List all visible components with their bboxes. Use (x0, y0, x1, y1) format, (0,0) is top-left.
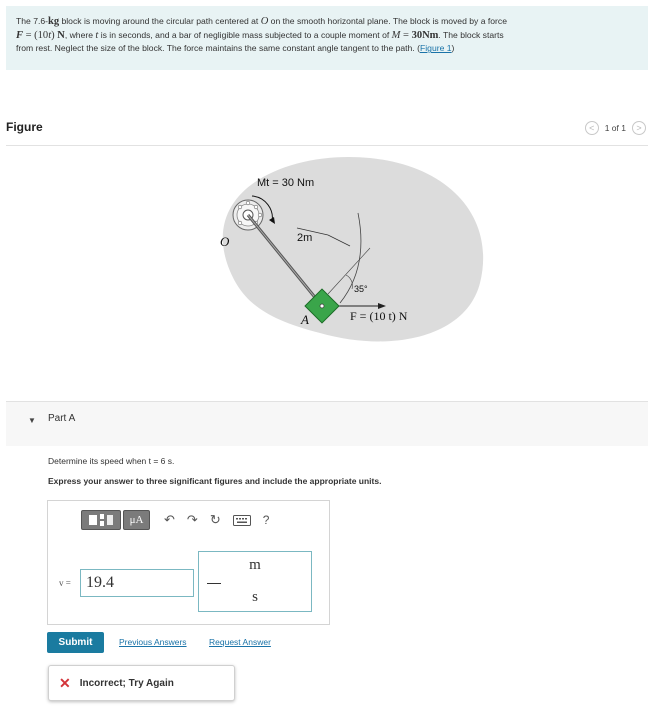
figure-link[interactable]: Figure 1 (420, 43, 452, 54)
redo-icon[interactable]: ↷ (186, 512, 198, 527)
prev-figure-button[interactable] (585, 121, 599, 135)
block-pin (320, 304, 324, 308)
help-icon[interactable]: ? (262, 513, 270, 527)
fraction-template-icon (86, 513, 116, 527)
angle-label: 35° (354, 284, 368, 294)
unit-denominator: s (252, 589, 258, 605)
previous-answers-link[interactable]: Previous Answers (119, 637, 187, 647)
problem-statement: The 7.6-kg block is moving around the circular path centered at O on the smooth horizontal plane. The block is moved by a force F = (10t) N, where t is in seconds, and a bar of negligible mass subjected to a couple moment of M = 30Nm. The block starts from rest. Neglect the size of the block. The force maintains the same constant angle tangent to the path. (Figure 1) (6, 6, 648, 70)
request-answer-link[interactable]: Request Answer (209, 637, 271, 647)
unit-numerator: m (249, 557, 261, 573)
divider (6, 145, 648, 146)
next-figure-button[interactable] (632, 121, 646, 135)
keyboard-icon[interactable] (233, 515, 251, 526)
figure-pager (585, 121, 646, 135)
undo-icon[interactable]: ↶ (164, 512, 175, 527)
collapse-triangle-icon[interactable]: ▼ (28, 416, 36, 425)
incorrect-x-icon: ✕ (59, 674, 71, 691)
instruction-text: Express your answer to three significant figures and include the appropriate units. (48, 476, 382, 486)
figure-title: Figure (6, 120, 43, 134)
variable-label: v = (59, 578, 71, 588)
fraction-bar (207, 583, 221, 584)
units-button[interactable]: μA (123, 510, 150, 530)
chevron-left-icon: < (589, 123, 595, 133)
force-label: F = (10 t) N (350, 309, 408, 323)
reset-icon[interactable]: ↻ (209, 512, 221, 527)
answer-value-input[interactable]: 19.4 (80, 569, 194, 597)
answer-units-input[interactable] (198, 551, 312, 612)
point-a-label: A (301, 312, 309, 327)
part-a-label: Part A (48, 413, 76, 424)
chevron-right-icon: > (636, 123, 642, 133)
moment-label: Mt = 30 Nm (257, 177, 315, 189)
question-text: Determine its speed when t = 6 s. (48, 456, 175, 466)
part-a-header[interactable] (6, 401, 648, 446)
feedback-box (48, 665, 235, 701)
radius-label: 2m (297, 232, 313, 244)
equation-toolbar (81, 510, 269, 530)
point-o-label: O (220, 234, 230, 249)
feedback-text: Incorrect; Try Again (79, 677, 174, 689)
submit-button[interactable]: Submit (47, 632, 104, 653)
figure-diagram (200, 148, 500, 363)
templates-button[interactable] (81, 510, 121, 530)
pager-text: 1 of 1 (604, 123, 626, 133)
